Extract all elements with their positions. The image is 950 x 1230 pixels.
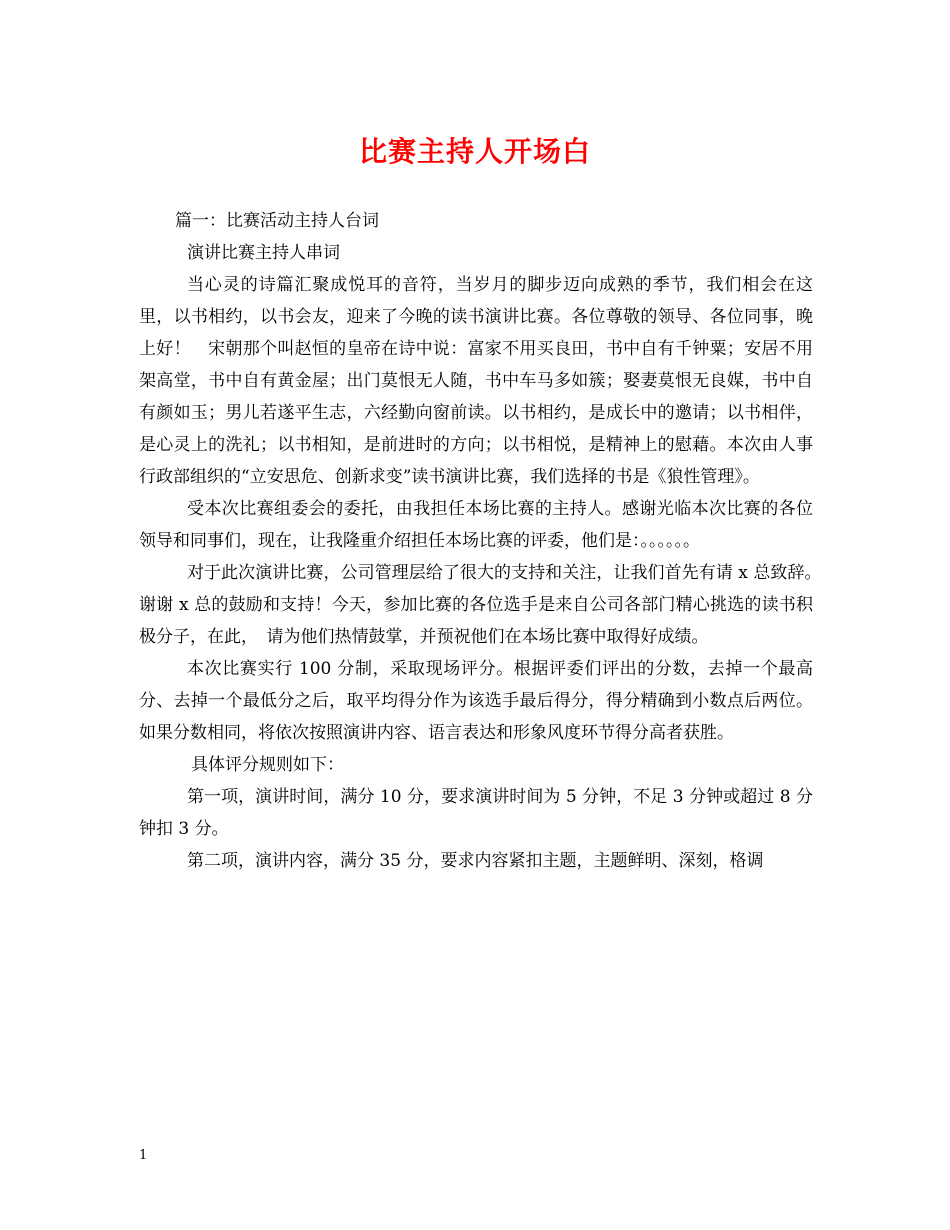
document-title: 比赛主持人开场白 [358,135,591,168]
section-heading: 篇一：比赛活动主持人台词 [175,211,379,231]
document-body [139,205,830,877]
subsection-heading: 演讲比赛主持人串词 [187,243,340,263]
paragraph-intro: 当心灵的诗篇汇聚成悦耳的音符，当岁月的脚步迈向成熟的季节，我们相会在这里，以书相约，以书会友，迎来了今晚的读书演讲比赛。各位尊敬的领导、各位同事，晚上好！ 宋朝那个叫赵恒的皇帝在诗中说：富家不用买良田，书中自有千钟粟；安居不用架高堂，书中自有黄金屋；出门莫恨无人随，书中车马多如簇；娶妻莫恨无良媒，书中自有颜如玉；男儿若遂平生志，六经勤向窗前读。以书相约，是成长中的邀请；以书相伴，是心灵上的洗礼；以书相知，是前进时的方向；以书相悦，是精神上的慰藉。本次由人事行政部组织的“立安思危、创新求变”读书演讲比赛，我们选择的书是《狼性管理》。 [139,275,813,487]
rule-item-content: 第二项，演讲内容，满分 35 分，要求内容紧扣主题，主题鲜明、深刻，格调 [187,851,764,871]
paragraph-scoring: 本次比赛实行 100 分制，采取现场评分。根据评委们评出的分数，去掉一个最高分、去掉一个最低分之后，取平均得分作为该选手最后得分，得分精确到小数点后两位。如果分数相同，将依次按照演讲内容、语言表达和形象风度环节得分高者获胜。 [139,659,813,743]
page-number: 1 [139,1148,148,1163]
rule-item-time: 第一项，演讲时间，满分 10 分，要求演讲时间为 5 分钟，不足 3 分钟或超过 8 分钟扣 3 分。 [139,787,813,839]
paragraph-speech: 对于此次演讲比赛，公司管理层给了很大的支持和关注，让我们首先有请 x 总致辞。 谢谢 x 总的鼓励和支持！今天，参加比赛的各位选手是来自公司各部门精心挑选的读书积极分子，在此， 请为他们热情鼓掌，并预祝他们在本场比赛中取得好成绩。 [139,563,830,647]
rules-heading: 具体评分规则如下： [191,755,344,775]
paragraph-host: 受本次比赛组委会的委托，由我担任本场比赛的主持人。感谢光临本次比赛的各位领导和同事们，现在，让我隆重介绍担任本场比赛的评委，他们是：。。。。。。 [139,499,813,551]
